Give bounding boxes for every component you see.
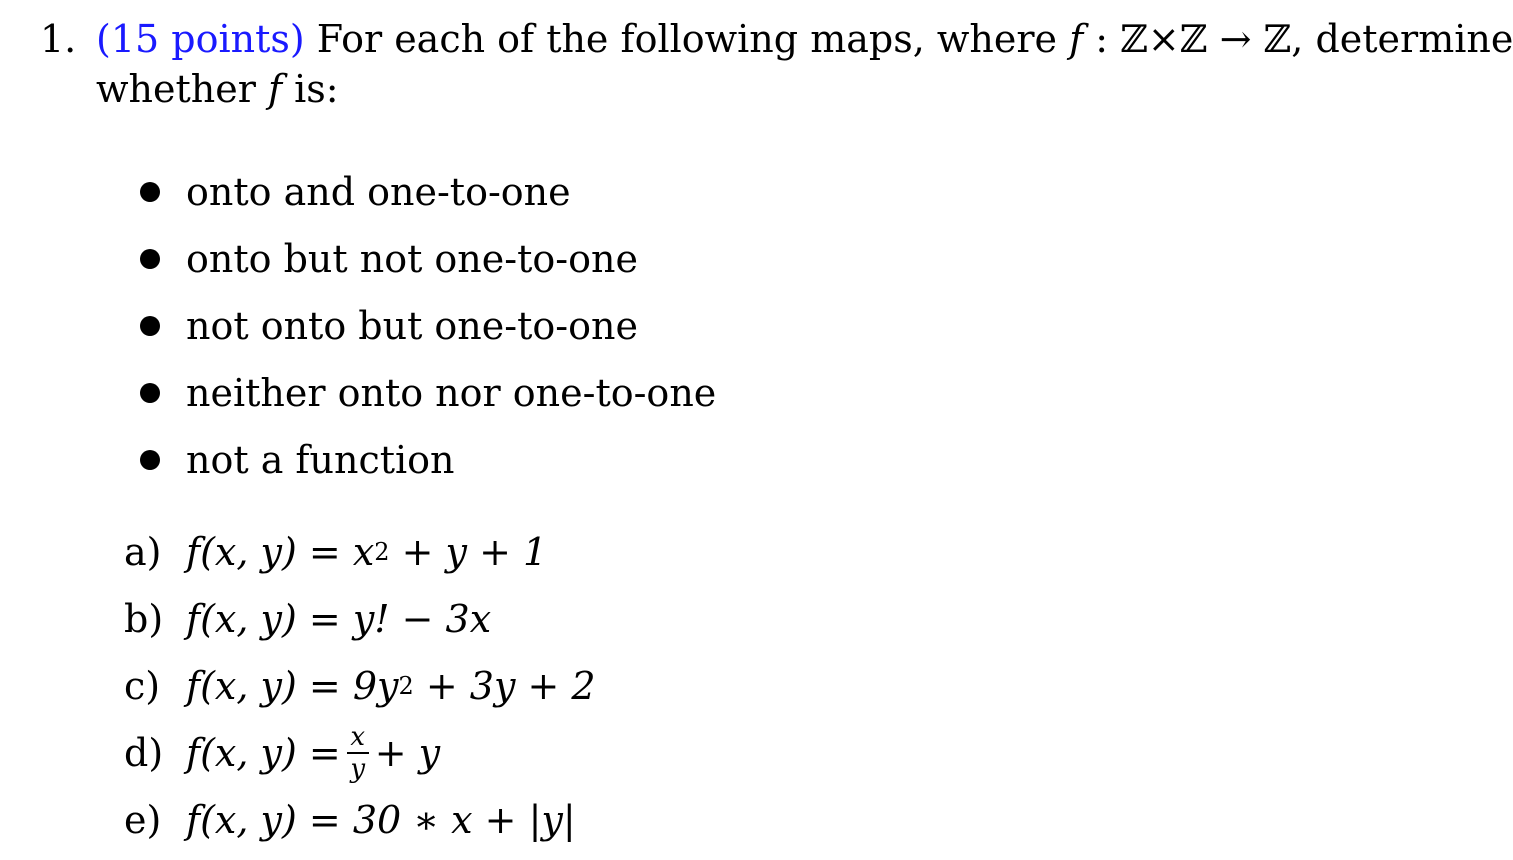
part-label: a) <box>124 529 162 574</box>
fraction-denominator: y <box>350 753 366 784</box>
options-list <box>140 158 716 493</box>
codomain-set: ℤ <box>1263 17 1292 61</box>
equals-sign: = <box>308 529 341 574</box>
equals-sign: = <box>308 596 341 641</box>
problem-line-1 <box>40 14 1513 64</box>
function-rhs-rest: + 3y + 2 <box>425 663 596 708</box>
option-item <box>140 225 716 292</box>
function-rhs: y! − 3x <box>352 596 492 641</box>
equals-sign: = <box>308 797 341 842</box>
fraction-numerator: x <box>350 721 366 752</box>
part-d <box>124 719 596 786</box>
option-item <box>140 426 716 493</box>
part-c <box>124 652 596 719</box>
map-symbol-2: f <box>267 67 283 111</box>
function-lhs: f(x, y) <box>186 663 297 708</box>
option-label: not onto but one-to-one <box>186 303 638 348</box>
part-label: b) <box>124 596 164 641</box>
option-label: not a function <box>186 437 455 482</box>
option-label: onto and one-to-one <box>186 169 571 214</box>
intro-text: For each of the following maps, where <box>316 17 1058 61</box>
domain-set: ℤ×ℤ <box>1120 17 1208 61</box>
function-rhs-rest: + y <box>374 730 441 775</box>
colon: : <box>1095 17 1109 61</box>
is-text: is: <box>294 67 339 111</box>
part-label: e) <box>124 797 162 842</box>
function-lhs: f(x, y) <box>186 797 297 842</box>
function-rhs: 30 ∗ x + |y| <box>352 797 576 842</box>
problem-statement <box>40 14 1513 114</box>
equals-sign: = <box>308 663 341 708</box>
problem-line-2 <box>40 64 1460 114</box>
function-lhs: f(x, y) <box>186 529 297 574</box>
bullet-icon <box>140 316 160 336</box>
points-label: (15 points) <box>96 17 305 61</box>
bullet-icon <box>140 383 160 403</box>
function-lhs: f(x, y) <box>186 596 297 641</box>
option-item <box>140 158 716 225</box>
whether-text: whether <box>96 67 256 111</box>
function-rhs-rest: + y + 1 <box>401 529 548 574</box>
function-rhs-base: 9y <box>352 663 399 708</box>
equals-sign: = <box>308 730 341 775</box>
bullet-icon <box>140 182 160 202</box>
option-item <box>140 292 716 359</box>
function-lhs: f(x, y) <box>186 730 297 775</box>
part-b <box>124 585 596 652</box>
map-symbol: f <box>1069 17 1084 61</box>
problem-number: 1. <box>40 17 77 61</box>
exponent: 2 <box>374 537 390 566</box>
fraction <box>347 721 369 784</box>
part-label: c) <box>124 663 161 708</box>
part-label: d) <box>124 730 164 775</box>
bullet-icon <box>140 450 160 470</box>
exponent: 2 <box>398 671 414 700</box>
part-e <box>124 786 596 853</box>
parts-list <box>124 518 596 853</box>
option-item <box>140 359 716 426</box>
function-rhs-base: x <box>352 529 375 574</box>
arrow: → <box>1219 17 1252 61</box>
option-label: neither onto nor one-to-one <box>186 370 717 415</box>
bullet-icon <box>140 249 160 269</box>
determine-text: , determine <box>1291 17 1513 61</box>
part-a <box>124 518 596 585</box>
option-label: onto but not one-to-one <box>186 236 638 281</box>
